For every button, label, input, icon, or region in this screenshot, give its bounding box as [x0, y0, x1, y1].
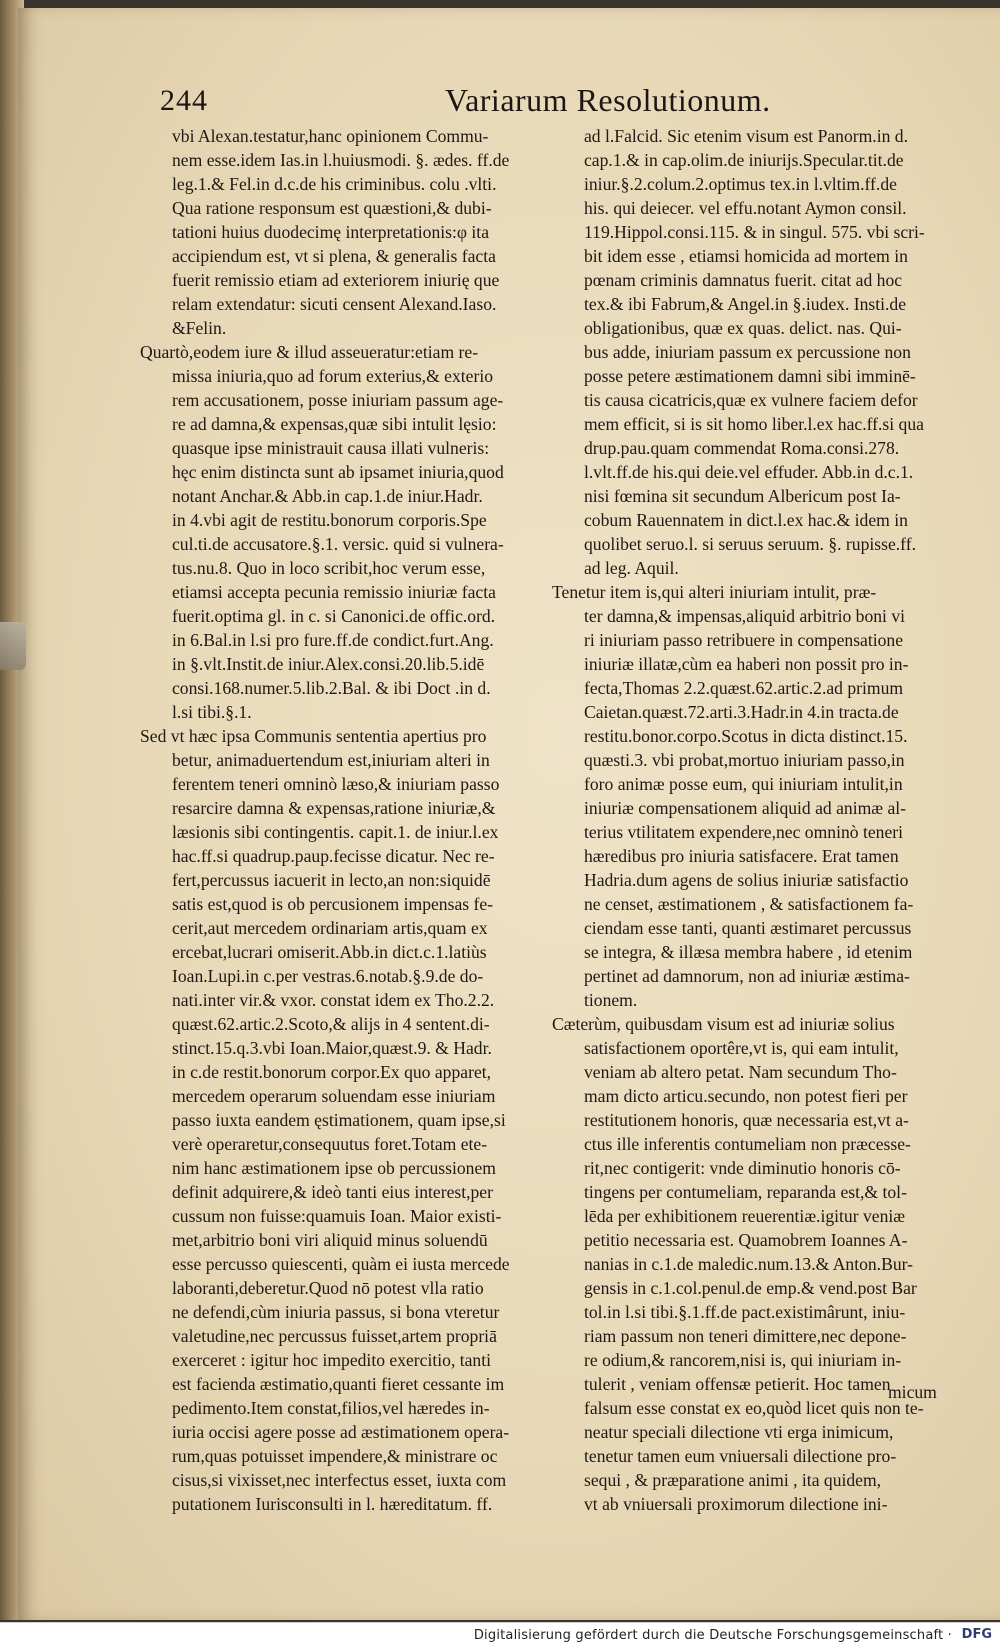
text-line: posse petere æstimationem damni sibi imminē- [584, 366, 916, 386]
text-line: tex.& ibi Fabrum,& Angel.in §.iudex. Insti.de [584, 294, 907, 314]
text-line: Qua ratione responsum est quæstioni,& dubi- [172, 198, 492, 218]
text-line: ne defendi,cùm iniuria passus, si bona vteretur [172, 1302, 500, 1322]
text-line: tionem. [584, 990, 638, 1010]
text-line: iuria occisi agere posse ad æstimationem opera- [172, 1422, 510, 1442]
text-line: ciendam esse tanti, quanti æstimaret percussus [584, 918, 912, 938]
text-line: gensis in c.1.col.penul.de emp.& vend.post Bar [584, 1278, 917, 1298]
text-line: met,arbitrio boni viri aliquid minus soluendū [172, 1230, 488, 1250]
text-line: cussum non fuisse:quamuis Ioan. Maior existi- [172, 1206, 502, 1226]
text-line: bus adde, iniuriam passum ex percussione non [584, 342, 911, 362]
text-line: pertinet ad damnorum, non ad iniuriæ æstima- [584, 966, 910, 986]
text-line: esse percusso quiescenti, quàm ei iusta mercede [172, 1254, 510, 1274]
text-line: rum,quas potuisset impendere,& ministrare oc [172, 1446, 498, 1466]
text-line: vt ab vniuersali proximorum dilectione ini- [584, 1494, 888, 1514]
text-line: resarcire damna & expensas,ratione iniuriæ,& [172, 798, 496, 818]
text-line: his. qui deiecer. vel effu.notant Aymon consil. [584, 198, 907, 218]
text-line: mercedem operarum soluendam esse iniuriam [172, 1086, 496, 1106]
text-line: nati.inter vir.& vxor. constat idem ex Tho.2.2. [172, 990, 495, 1010]
text-line: laboranti,deberetur.Quod nō potest vlla ratio [172, 1278, 484, 1298]
text-line: rem accusationem, posse iniuriam passum age- [172, 390, 504, 410]
text-line: petitio necessaria est. Quamobrem Ioannes A- [584, 1230, 908, 1250]
text-line: iniuriæ compensationem aliquid ad animæ al- [584, 798, 906, 818]
text-line: tingens per contumeliam, reparanda est,& tol- [584, 1182, 907, 1202]
text-line: missa iniuria,quo ad forum exterius,& exterio [172, 366, 494, 386]
text-line: &Felin. [172, 318, 227, 338]
text-line: tis causa cicatricis,quæ ex vulnere faciem defor [584, 390, 918, 410]
text-line: fuerit.optima gl. in c. si Canonici.de offic.ord. [172, 606, 496, 626]
text-line: relam extendatur: sicuti censent Alexand.Iaso. [172, 294, 497, 314]
text-line: terius vtilitatem expendere,nec omninò teneri [584, 822, 904, 842]
text-line: cobum Rauennatem in dict.l.ex hac.& idem in [584, 510, 908, 530]
text-line: pedimento.Item constat,filios,vel hæredes in- [172, 1398, 490, 1418]
text-line: nim hanc æstimationem ipse ob percussionem [172, 1158, 496, 1178]
text-line: Cæterùm, quibusdam visum est ad iniuriæ solius [552, 1014, 895, 1034]
text-line: Hadria.dum agens de solius iniuriæ satisfactio [584, 870, 909, 890]
text-line: quolibet seruo.l. si seruus seruum. §. rupisse.ff. [584, 534, 916, 554]
text-line: tol.in l.si tibi.§.1.ff.de pact.existimârunt, iniu- [584, 1302, 906, 1322]
text-line: iniuriæ illatæ,cùm ea haberi non possit pro in- [584, 654, 909, 674]
text-line: in §.vlt.Instit.de iniur.Alex.consi.20.lib.5.idē [172, 654, 485, 674]
text-line: in c.de restit.bonorum corpor.Ex quo apparet, [172, 1062, 492, 1082]
text-line: stinct.15.q.3.vbi Ioan.Maior,quæst.9. & Hadr. [172, 1038, 492, 1058]
text-line: tus.nu.8. Quo in loco scribit,hoc verum esse, [172, 558, 486, 578]
text-line: in 4.vbi agit de restitu.bonorum corporis.Spe [172, 510, 487, 530]
text-line: cisus,si vixisset,nec interfectus esset, iuxta com [172, 1470, 507, 1490]
text-line: quæst.62.artic.2.Scoto,& alijs in 4 sentent.di- [172, 1014, 490, 1034]
text-line: in 6.Bal.in l.si pro fure.ff.de condict.furt.Ang. [172, 630, 494, 650]
footer-credit: Digitalisierung gefördert durch die Deutsche Forschungsgemeinschaft · [473, 1628, 952, 1643]
text-line: pœnam criminis damnatus fuerit. citat ad hoc [584, 270, 903, 290]
text-line: Quartò,eodem iure & illud asseueratur:etiam re- [140, 342, 479, 362]
text-line: drup.pau.quam commendat Roma.consi.278. [584, 438, 900, 458]
text-line: quæsti.3. vbi probat,mortuo iniuriam passo,in [584, 750, 905, 770]
text-line: nisi fœmina sit secundum Albericum post Ia- [584, 486, 901, 506]
text-line: tationi huius duodecimę interpretationis:φ ita [172, 222, 489, 242]
text-line: ter damna,& impensas,aliquid arbitrio boni vi [584, 606, 906, 626]
text-line: tulerit , veniam offensæ petierit. Hoc tamen [584, 1374, 891, 1394]
text-line: restitu.bonor.corpo.Scotus in dicta distinct.15. [584, 726, 908, 746]
catchword: micum [888, 1382, 937, 1402]
text-line: re odium,& rancorem,nisi is, qui iniuriam in- [584, 1350, 902, 1370]
text-line: veniam ab altero petat. Nam secundum Tho- [584, 1062, 897, 1082]
text-line: falsum esse constat ex eo,quòd licet quis non te- [584, 1398, 924, 1418]
text-line: 119.Hippol.consi.115. & in singul. 575. vbi scri- [584, 222, 925, 242]
text-line: riam passum non teneri dimittere,nec depone- [584, 1326, 907, 1346]
text-line: rit,nec contigerit: vnde diminutio honoris cō- [584, 1158, 901, 1178]
text-line: fert,percussus iacuerit in lecto,an non:siquidē [172, 870, 491, 890]
text-line: tenetur tamen eum vniuersali dilectione pro- [584, 1446, 897, 1466]
text-line: ri iniuriam passo retribuere in compensatione [584, 630, 904, 650]
text-line: ad l.Falcid. Sic etenim visum est Panorm.in d. [584, 126, 908, 146]
text-line: ne censet, æstimationem , & satisfactionem fa- [584, 894, 914, 914]
text-line: hęc enim distincta sunt ab ipsamet iniuria,quod [172, 462, 504, 482]
text-line: restitutionem honoris, quæ necessaria est,vt a- [584, 1110, 909, 1130]
text-line: verè operaretur,consequutus foret.Totam ete- [172, 1134, 488, 1154]
running-head: Variarum Resolutionum. [445, 82, 771, 118]
text-line: cap.1.& in cap.olim.de iniurijs.Specular.tit.de [584, 150, 904, 170]
text-line: Caietan.quæst.72.arti.3.Hadr.in 4.in tracta.de [584, 702, 899, 722]
text-line: neatur speciali dilectione vti erga inimicum, [584, 1422, 894, 1442]
text-line: sequi , & præparatione animi , ita quidem, [584, 1470, 882, 1490]
text-line: notant Anchar.& Abb.in cap.1.de iniur.Hadr. [172, 486, 483, 506]
text-line: ad leg. Aquil. [584, 558, 679, 578]
text-line: lēda per exhibitionem reuerentiæ.igitur veniæ [584, 1206, 905, 1226]
text-line: passo iuxta eandem ęstimationem, quam ipse,si [172, 1110, 506, 1130]
text-line: ercebat,lucrari omiserit.Abb.in dict.c.1.latiùs [172, 942, 487, 962]
left-column [140, 124, 538, 1516]
text-line: Tenetur item is,qui alteri iniuriam intulit, præ- [552, 582, 877, 602]
text-line: cerit,aut mercedem ordinariam artis,quam ex [172, 918, 488, 938]
text-line: mam dicto articu.secundo, non potest fieri per [584, 1086, 908, 1106]
text-line: ctus ille inferentis contumeliam non præcesse- [584, 1134, 911, 1154]
digitization-footer [0, 1622, 1000, 1649]
text-line: mem efficit, si is sit homo liber.l.ex hac.ff.si qua [584, 414, 924, 434]
binding-clip [0, 622, 26, 670]
text-line: nanias in c.1.de maledic.num.13.& Anton.Bur- [584, 1254, 913, 1274]
text-line: consi.168.numer.5.lib.2.Bal. & ibi Doct .in d. [172, 678, 491, 698]
text-line: betur, animaduertendum est,iniuriam alteri in [172, 750, 490, 770]
text-line: fecta,Thomas 2.2.quæst.62.artic.2.ad primum [584, 678, 904, 698]
dfg-logo: DFG [961, 1627, 992, 1642]
text-line: satis est,quod is ob percusionem impensas fe- [172, 894, 494, 914]
text-line: foro animæ posse eum, qui iniuriam intulit,in [584, 774, 903, 794]
text-line: valetudine,nec percussus fuisset,artem propriā [172, 1326, 497, 1346]
text-line: vbi Alexan.testatur,hanc opinionem Commu- [172, 126, 489, 146]
text-line: obligationibus, quæ ex quas. delict. nas. Qui- [584, 318, 902, 338]
page-number: 244 [160, 84, 208, 117]
text-line: iniur.§.2.colum.2.optimus tex.in l.vltim.ff.de [584, 174, 897, 194]
text-line: quasque ipse ministrauit causa illati vulneris: [172, 438, 490, 458]
right-column [552, 124, 950, 1516]
text-line: Ioan.Lupi.in c.per vestras.6.notab.§.9.de do- [172, 966, 484, 986]
text-line: nem esse.idem Ias.in l.huiusmodi. §. ædes. ff.de [172, 150, 510, 170]
text-line: putationem Iurisconsulti in l. hæreditatum. ff. [172, 1494, 493, 1514]
text-line: definit adquirere,& ideò tanti eius interest,per [172, 1182, 493, 1202]
text-line: l.si tibi.§.1. [172, 702, 252, 722]
text-line: bit idem esse , etiamsi homicida ad mortem in [584, 246, 908, 266]
text-line: l.vlt.ff.de his.qui deie.vel effuder. Abb.in d.c.1. [584, 462, 914, 482]
text-line: Sed vt hæc ipsa Communis sententia apertius pro [140, 726, 487, 746]
text-line: ferentem teneri omninò læso,& iniuriam passo [172, 774, 500, 794]
text-line: fuerit remissio etiam ad exteriorem iniurię que [172, 270, 500, 290]
text-line: est facienda æstimatio,quanti fieret cessante im [172, 1374, 505, 1394]
text-line: satisfactionem oportêre,vt is, qui eam intulit, [584, 1038, 899, 1058]
text-line: hæredibus pro iniuria satisfacere. Erat tamen [584, 846, 899, 866]
text-line: leg.1.& Fel.in d.c.de his criminibus. colu .vlti. [172, 174, 497, 194]
text-line: accipiendum est, vt si plena, & generalis facta [172, 246, 496, 266]
text-line: etiamsi accepta pecunia remissio iniuriæ facta [172, 582, 496, 602]
text-line: læsionis sibi contingentis. capit.1. de iniur.l.ex [172, 822, 499, 842]
text-line: se integra, & illæsa membra habere , id etenim [584, 942, 913, 962]
text-line: cul.ti.de accusatore.§.1. versic. quid si vulnera- [172, 534, 504, 554]
text-line: hac.ff.si quadrup.paup.fecisse dicatur. Nec re- [172, 846, 495, 866]
text-line: re ad damna,& expensas,quæ sibi intulit lęsio: [172, 414, 497, 434]
text-line: exerceret : igitur hoc impedito exercitio, tanti [172, 1350, 492, 1370]
